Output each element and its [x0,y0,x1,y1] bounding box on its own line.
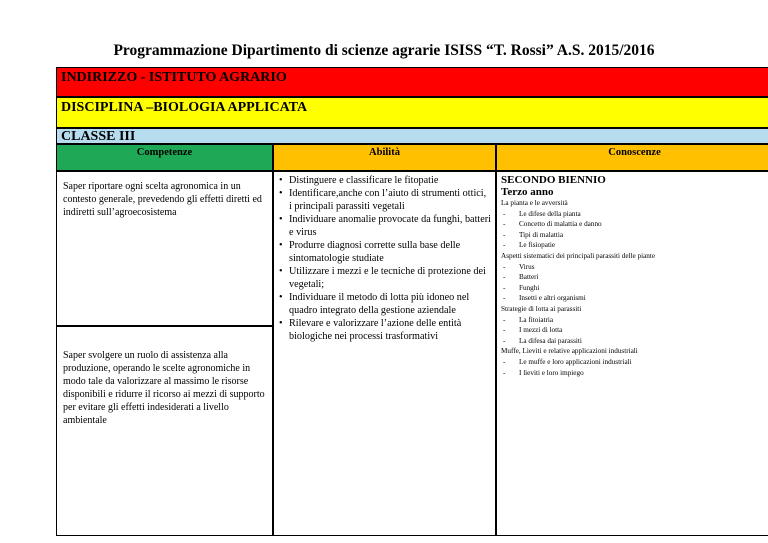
item-text: Funghi [519,283,540,292]
bullet: • [279,266,283,277]
dash: - [503,315,506,324]
abilita-text: Individuare anomalie provocate da funghi, batteri e virus [289,214,491,238]
dash: - [503,368,506,377]
item-text: La fitoiatria [519,315,554,324]
dash: - [503,273,506,282]
abilita-item [279,187,491,213]
section-title: Muffe, Lieviti e relative applicazioni industriali [501,347,638,356]
list-item [501,272,768,283]
abilita-text: Utilizzare i mezzi e le tecniche di protezione dei vegetali; [289,266,486,290]
abilita-header: Abilità [273,144,496,171]
bullet: • [279,175,283,186]
list-item [501,315,768,326]
list-item [501,240,768,251]
item-text: Le fisiopatie [519,241,556,250]
abilita-item [279,265,491,291]
conoscenze-content [501,174,768,378]
dash: - [503,326,506,335]
list-item [501,336,768,347]
competenza-text-2: Saper svolgere un ruolo di assistenza alla produzione, operando le scelte agronomiche in modo tale da valorizzare al massimo le risorse disponibili e ridurre il ricorso ai mezzi di supporto per evitare gli effetti indesiderati a livello ambientale [63,350,265,426]
list-item [501,325,768,336]
bullet: • [279,240,283,251]
bullet: • [279,188,283,199]
item-text: Le difese della pianta [519,209,581,218]
dash: - [503,357,506,366]
classe-label: CLASSE III [61,129,136,144]
abilita-item [279,239,491,265]
item-text: I mezzi di lotta [519,326,563,335]
item-text: Concetto di malattia e danno [519,220,602,229]
list-item [501,262,768,273]
classe-band [56,128,768,144]
abilita-item [279,291,491,317]
page-title: Programmazione Dipartimento di scienze agrarie ISISS “T. Rossi” A.S. 2015/2016 [113,42,655,59]
dash: - [503,241,506,250]
dash: - [503,294,506,303]
abilita-list [279,174,491,343]
dash: - [503,230,506,239]
secondo-biennio-heading: SECONDO BIENNIO [501,174,606,186]
abilita-text: Identificare,anche con l’aiuto di strumenti ottici, i principali parassiti vegetali [289,188,487,212]
list-item [501,357,768,368]
competenze-header: Competenze [56,144,273,171]
abilita-text: Individuare il metodo di lotta più idoneo nel quadro integrato della gestione aziendale [289,292,470,316]
dash: - [503,209,506,218]
item-text: I lieviti e loro impiego [519,368,584,377]
list-item [501,230,768,241]
item-text: La difesa dai parassiti [519,336,582,345]
list-item [501,293,768,304]
abilita-item [279,317,491,343]
item-text: Virus [519,262,535,271]
dash: - [503,220,506,229]
indirizzo-band [56,67,768,97]
section-title: Aspetti sistematici dei principali parassiti delle piante [501,251,656,260]
section-title: La pianta e le avversità [501,199,568,207]
bullet: • [279,318,283,329]
terzo-anno-heading: Terzo anno [501,186,554,198]
list-item [501,209,768,220]
competenza-text-1: Saper riportare ogni scelta agronomica in un contesto generale, prevedendo gli effetti diretti ed indiretti sull’agroecosistema [63,181,262,218]
bullet: • [279,292,283,303]
list-item [501,368,768,379]
competenza-cell-2 [56,326,273,536]
abilita-item [279,213,491,239]
conoscenze-header: Conoscenze [496,144,768,171]
list-item [501,283,768,294]
disciplina-band [56,97,768,128]
item-text: Tipi di malattia [519,230,564,239]
item-text: Insetti e altri organismi [519,294,586,303]
dash: - [503,262,506,271]
disciplina-label: DISCIPLINA –BIOLOGIA APPLICATA [61,100,308,115]
abilita-text: Distinguere e classificare le fitopatie [289,175,439,186]
section-title: Strategie di lotta ai parassiti [501,304,582,313]
conoscenze-cell [496,171,768,536]
item-text: Batteri [519,273,539,282]
indirizzo-label: INDIRIZZO - ISTITUTO AGRARIO [61,70,287,85]
dash: - [503,336,506,345]
list-item [501,219,768,230]
bullet: • [279,214,283,225]
dash: - [503,283,506,292]
item-text: Le muffe e loro applicazioni industriali [519,357,632,366]
abilita-item [279,174,491,187]
abilita-text: Produrre diagnosi corrette sulla base delle sintomatologie studiate [289,240,461,264]
abilita-cell [273,171,496,536]
abilita-text: Rilevare e valorizzare l’azione delle entità biologiche nei processi trasformativi [289,318,462,342]
competenza-cell-1 [56,171,273,326]
